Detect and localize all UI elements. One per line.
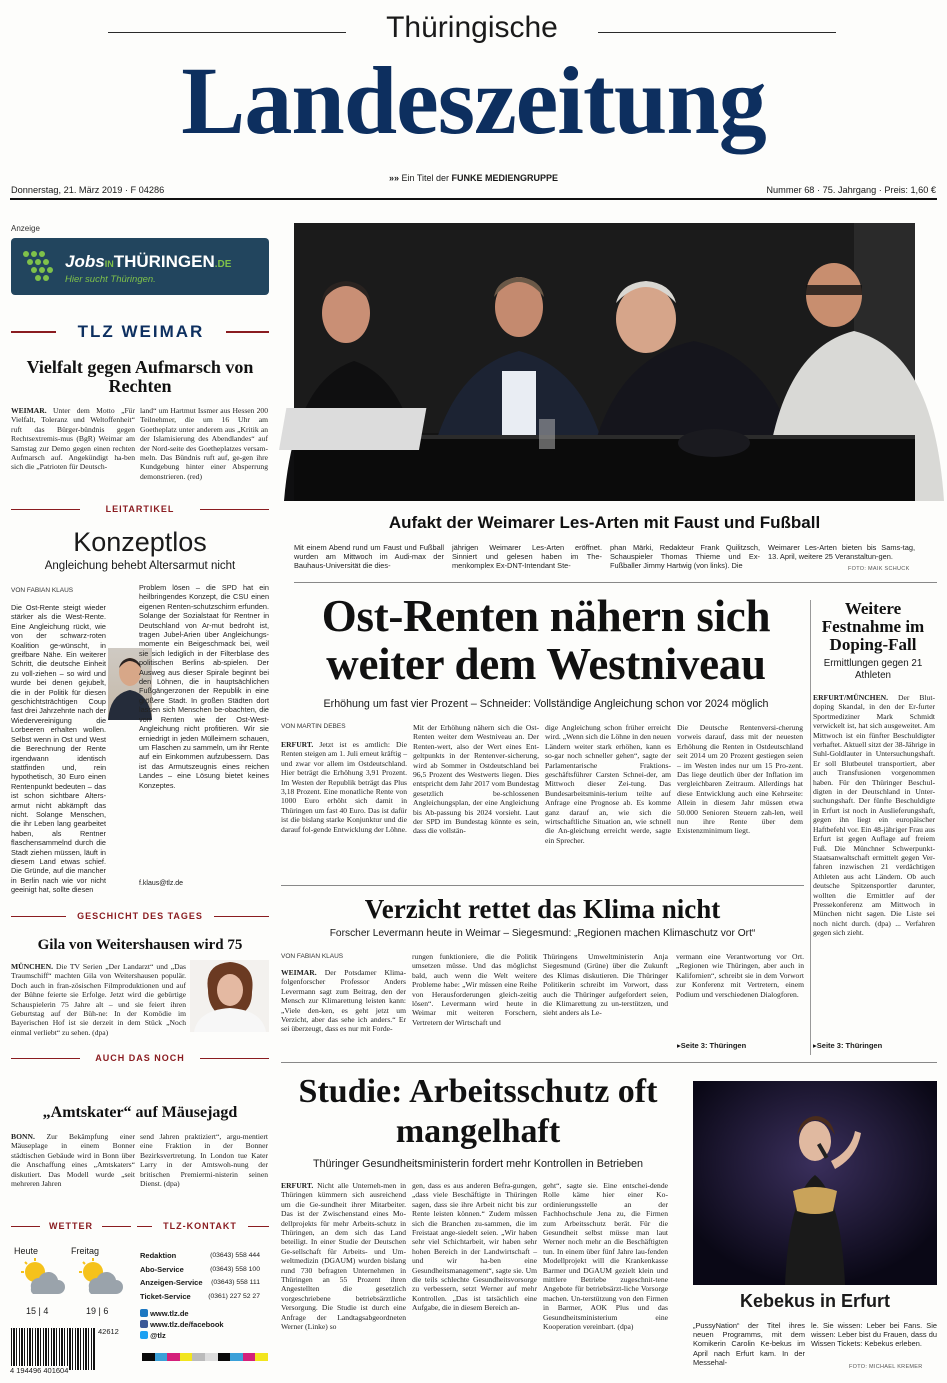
contact-row[interactable]: Redaktion (03643) 558 444 [140,1251,260,1260]
contact-list [140,1249,260,1303]
jobs-in: IN [104,259,114,269]
web-link[interactable]: www.tlz.de [140,1308,224,1319]
klima-col2: rungen funktioniere, die die Politik umsetzen müsse. Und das möglichst bald, auch wenn die Welt weitere Probleme habe: „Wir müssen eine Reihe von Herausforderungen gleich-zeitig lösen“. Levermann wird heute in Weimar mit weiteren Forschern, Vertretern der Wirtschaft und [412,952,537,1027]
birthday-text: MÜNCHEN. Die TV Serien „Der Landarzt“ und „Das Traumschiff“ machten Gila von Weitershausen populär. Doch auch in fran-zösischen Filmproduktionen und auf der Bühne feierte sie Erfolge. Jetzt wird die gebürtige Schauspielerin 75 Jahre alt – und sie feiert ihren Geburtstag auf der Büh-ne: In der Komödie im Bayerischen Hof ist sie derzeit in dem Stück „Noch einmal verliebt“ zu sehen. (dpa) [11,962,186,1037]
kebekus-col2: le. Sie wissen: Leber bei Fans. Sie wissen: Leber bist du Frauen, dass du Wissen Tickets: Kebekus erleben. [811,1321,937,1349]
main-col2: Mit der Erhöhung nähern sich die Ost-Renten weiter dem Westniveau an. Der Renten-wert, also der Wert eines Ent-geltpunkts in der Rentenver-sicherung, wird ab Sommer in Ostdeutschland bei 96,5 Prozent des Westwerts liegen. Dies entspricht dem Jahr 2017 vom Bundestag gesetzlich be-schlossenen Angleichungsplan, der eine Angleichung bis Ab-passung bis 2024 vorsieht. Laut der SPD im Bundestag könnte es sein, dass die vollstän- [413,723,539,836]
masthead-title[interactable]: Landeszeitung [181,47,766,154]
birthday-headline[interactable]: Gila von Weitershausen wird 75 [37,937,243,953]
klima-ref[interactable]: ▸ Seite 3: Thüringen [677,1041,746,1050]
contact-row[interactable]: Abo-Service (03643) 558 100 [140,1264,260,1274]
weather-day1: Heute [14,1246,39,1256]
main-author: VON MARTIN DEBES [281,723,346,730]
barcode-issue: 42612 [98,1327,119,1336]
main-subheadline: Erhöhung um fast vier Prozent – Schneider: Vollständige Angleichung schon vor 2024 möglich [323,698,769,710]
arbeitsschutz-col3: geht“, sagte sie. Eine entschei-dende Rolle käme hier einer Ko-ordinierungsstelle an der Fachhochschule Jena zu, die Firmen zum Arbeitsschutz berät. Für die Gesundheit selbst müsse man laut Werner noch mehr an die Beschäftigten tun. In einem über fünf Jahre lau-fenden Modellprojekt will die Krankenkasse Barmer und DGAUM gezielt klein und mittlere Betriebe zugeschnit-tene Angebote für betriebsärzt-liche Vorsorge machen. Un-terstützung von den Firmen in Barmer, AOK Plus und das Gesundheitsministerium eine Kooperation vereinbart. (dpa) [543,1181,668,1332]
contact-row[interactable]: Anzeigen-Service (03643) 558 111 [140,1278,260,1288]
leitartikel-headline[interactable]: Konzeptlos [73,527,207,557]
sun-cloud-icon-2 [75,1258,125,1298]
arbeitsschutz-col1: ERFURT. Nicht alle Unterneh-men in Thüringen kümmern sich ausreichend um die Ge-sundheit ihrer Mitarbeiter. Das ist der Zwischenstand eines Mo-dellprojekts für mehr Arbeits-schutz in Thüringen, an dem sich das Land beteiligt. In einer Studie der Deutschen Ge-sellschaft für Arbeits- und Um-weltmedizin (DGAUM) wurden bislang rund 730 befragten Unternehmen in Thüringen an 55 Prozent ihren Angestellten die gesetzlich vorgeschriebene betriebsärztliche Versorgung. Die Studie ist durch eine Anfrage der Landtagsabgeordneten Werner (Linke) so [281,1181,406,1332]
masthead-top: Thüringische [386,11,558,44]
klima-author: VON FABIAN KLAUS [281,953,344,960]
jobs-ad[interactable] [11,238,269,295]
jobs-region: THÜRINGEN [113,252,215,271]
leitartikel-col2: Problem lösen – die SPD hat ein heilbringendes Konzept, die CSU einen eigenen Renten-schutzschirm erfunden. Solange der Sozialstaat für Rentner in Deutschland von Ar-mut bedroht ist, tragen Jubel-Arien über Angleichungs-momente ein Beigeschmack bei, weil sie sich lediglich in der Filterblase des politischen Berlins ab-spielen. Der Ausweg aus dieser Spirale beginnt bei den Löhnen, die in hauptsächlichen Fußgängerzonen der Republik in eine größere Stadt. In großen Städten dort lassen sich Menschen be-obachten, die von Renten wie der Ost-West-Angleichung nicht profitieren. Wir sie erniedrigt in jeden Mülleimern schauen, um Flaschen zu sammeln, um ihr Rente auf ein Einkommen aufzubessern. Das ist das Armutszeugnis eines reichen Landes – eine Lösung bietet keines Konzeptes. [139,583,269,790]
web-icon [140,1309,148,1317]
price: Preis: 1,60 € [884,185,936,195]
issue-number: Nummer 68 [766,185,815,195]
jobs-slogan: Hier sucht Thüringen. [65,274,156,285]
section-auch-das-noch: AUCH DAS NOCH [80,1053,200,1063]
local-headline[interactable]: Vielfalt gegen Aufmarsch von Rechten [26,357,254,396]
arbeitsschutz-sub: Thüringer Gesundheitsministerin fordert mehr Kontrollen in Betrieben [312,1158,644,1170]
issue-date: Donnerstag, 21. März 2019 [11,185,123,195]
lead-photo-credit: FOTO: MAIK SCHUCK [848,566,910,572]
auchdas-col2: send Jahren praktiziert“, argu-mentiert eine Fraktion in der Bonner Bezirksvertretung. In London tue Kater Larry in der Amtswoh-nung der britischen Premiermi-nisterin seinen Dienst. (dpa) [140,1132,268,1189]
klima-headline[interactable]: Verzicht rettet das Klima nicht [364,894,721,924]
kebekus-headline[interactable]: Kebekus in Erfurt [739,1291,891,1311]
lead-caption-4: Weimarer Les-Arten bieten bis Sams-tag, 13. April, weitere 25 Veranstaltun-gen. [768,543,915,562]
main-col1: ERFURT. Jetzt ist es amtlich: Die Renten steigen am 1. Juli erneut kräftig – und zwar vor allem im Ostdeutschland. Hier beträgt die Erhöhung 3,91 Prozent. Im Westen der Republik beträgt das Plus 3,18 Prozent. Eine monatliche Rente von 1000 Euro erhöht sich damit in Thüringen um fast 40 Euro. Das ist dafür ist die bislang starke Konjunktur und die darauf fol-gende Entwicklung der Löhne. [281,740,407,834]
social-links [140,1308,224,1341]
twitter-link[interactable]: @tlz [140,1330,224,1341]
doping-text: ERFURT/MÜNCHEN. Der Blut-doping Skandal, in den der Er-furter Sportmediziner Mark Schmidt verwickelt ist, hat sich ausgeweitet. Am Mittwoch ist ein fünfter Beschuldigter verhaftet. Aktuell sitzt der 38-Jährige in Suhl-Goldlauter in Untersuchungshaft. Er soll Blutbeutel transportiert, aber auch Transfusionen vorgenommen haben. Für den Thüringer Beschul-digten in der Deutschland in Unter-suchungshaft. Der fünfte Beschuldigte in Erfurt ist noch in Auslieferungshaft, gegen ihn liegt ein europäischer Haftbefehl vor. Ein 48-jähriger Frau aus Erfurt ist gegen Auflage auf freiem Fuß. Die Münchner Schwerpunkt-Staatsanwaltschaft ermittelt gegen Ver-fahren inzwischen 21 verdächtigen Athleten aus acht Ländern. Ob auch deutsche Spitzensportler darunter, wollten die Ermittler auf der Pressekonferenz am Mittwoch in München nicht sagen. Die Liste sei noch nicht durch. (dpa) ... Verfahren gegen sich zieht. [813,693,935,938]
volume: 75. Jahrgang [822,185,877,195]
klima-col3: Thüringens Umweltministerin Anja Siegesmund (Grüne) über die Zukunft des Klimas diskutieren. Die Thüringer Politikerin schreibt im Vorwort, dass auch die Thüringer aufgefordert seien, die Klimarettung zu un-terstützen, und sieht anders als Le- [543,952,668,1018]
leitartikel-email[interactable]: f.klaus@tlz.de [139,880,184,887]
funke-icon: »» [388,173,399,183]
local-col1: WEIMAR. Unter dem Motto „Für Vielfalt, Toleranz und Weltoffenheit“ ruft das Bürger-bündnis gegen Rechtsextremis-mus (BgR) Weimar am Samstag zur Demo gegen einen rechten Aufmarsch auf. Angekündigt ha-ben sich die „Patrioten für Deutsch- [11,406,135,472]
klima-sub: Forscher Levermann heute in Weimar – Siegesmund: „Regionen machen Klimaschutz vor Ort“ [329,928,756,939]
main-col4: Die Deutsche Rentenversi-cherung vorweis darauf, dass mit der neuesten Erhöhung die Renten in Ostdeutschland seit 2014 um 20 Prozent gestiegen seien – im Westen indes nur um 15 Pro-zent. Das liege deutlich über der Inflation im vergleichbaren Zeitraum. Allerdings hat diese Entwicklung auch eine Kehrseite: Allein in diesem Jahr müssen etwa 50.000 Senioren Steuern zah-len, weil nun ihre Rente über dem Existenzminimum liegt. [677,723,803,836]
kebekus-col1: „PussyNation“ der Titel ihres neuen Programms, mit dem Komikerin Carolin Ke-bekus im April nach Erfurt kam. In der Messehal- [693,1321,805,1367]
publisher-name: FUNKE MEDIENGRUPPE [451,173,559,183]
leitartikel-author: VON FABIAN KLAUS [11,587,74,594]
section-leitartikel: LEITARTIKEL [80,504,200,514]
sun-cloud-icon [17,1258,67,1298]
auchdas-headline[interactable]: „Amtskater“ auf Mäusejagd [42,1104,238,1121]
contact-row[interactable]: Ticket-Service (0361) 227 52 27 [140,1291,260,1301]
kebekus-photo[interactable] [693,1081,937,1285]
doping-sub: Ermittlungen gegen 21 Athleten [823,658,923,681]
jobs-brand [65,252,231,272]
leitartikel-col1: Die Ost-Rente steigt wieder stärker als die West-Rente. Eine Angleichung rückt, wie von der schwarz-roten Koalition ge-wünscht, in greifbare Nähe. Ein weiterer Schritt, die deutsche Einheit zu voll-ziehen – so wird und wurde bei denen gejubelt, die in der Politik für diesen geschichtsträchtigen Coup fast drei Jahrzehnte nach der Wiedervereinigung die Lorbeeren erhalten wollen. Selbst wenn in Ost und West die Berechnung der Rente irgendwann identisch stattfinden und, rein hypothetisch, 30 Euro einen Rentenpunkt bedeuten – das ist schon sichtbare Alters-armut nicht abkämpft das nicht. Solange Menschen, die ihr Leben lang gearbeitet haben, als Rentner flaschensammelnd durch die Stadt ziehen müssen, läuft in diesem Land etwas schief. Die Gründe, auf die mancher in Berlin nach wie vor nicht geeinigt hat, sollte diesen [11,603,106,895]
publisher-prefix: Ein Titel der [401,173,450,183]
weather-temp2: 19 | 6 [86,1306,109,1316]
lead-caption-2: jährigen Weimarer Les-Arten eröffnet. Sinniert und gelesen haben im The-menkomplex Ex-DNT-Intendant Ste- [452,543,602,571]
publisher-line [300,173,647,183]
lesarten-photo[interactable] [294,223,915,501]
arbeitsschutz-col2: gen, dass es aus anderen Befra-gungen, „dass viele Beschäftigte in Thüringen sagen, dass sie ihre Arbeit nicht bis zur Rente leisten können.“ Zudem müssen sich die Branchen zu-sammen, die im Freistaat ange-siedelt seien. „Wir haben sehr viel Schichtarbeit, wir haben sehr hohen Bereich in der Landwirtschaft – und wir ha-ben eine Gesundheitsmanagement“, sagte sie. Um die teils schlechte Gesundheitsvorsorge zu verbessern, setzt Werner auf mehr Kontrollen. „Das ist tatsächlich eine Aufgabe, die in diesem Bereich an- [412,1181,537,1313]
doping-ref[interactable]: ▸ Seite 3: Thüringen [813,1041,882,1050]
color-bar [142,1353,268,1361]
twitter-icon [140,1331,148,1339]
weather-day2: Freitag [71,1246,100,1256]
lead-caption-1: Mit einem Abend rund um Faust und Fußball wurden am Mittwoch im Audi-max der Bauhaus-Universität die dies- [294,543,444,571]
ad-label: Anzeige [11,224,40,233]
dateline-right: Nummer 68 · 75. Jahrgang · Preis: 1,60 € [766,185,936,195]
lead-caption-title[interactable]: Aufakt der Weimarer Les-Arten mit Faust und Fußball [388,513,821,532]
issue-code: F 04286 [130,185,165,195]
weather-temp1: 15 | 4 [26,1306,49,1316]
section-wetter: WETTER [40,1221,102,1231]
dateline-left: Donnerstag, 21. März 2019 · F 04286 [11,185,165,195]
lead-caption-3: phan Märki, Redakteur Frank Quilitzsch, Schauspieler Thomas Thieme und Ex-Fußballer Jimmy Hartwig (von links). Die [610,543,760,571]
facebook-link[interactable]: www.tlz.de/facebook [140,1319,224,1330]
section-tlz-kontakt: TLZ-KONTAKT [152,1221,248,1231]
jobs-tld: .DE [214,259,232,270]
dots-logo-icon [21,248,63,284]
arbeitsschutz-headline[interactable]: Studie: Arbeitsschutz oft mangelhaft [298,1073,658,1150]
section-tlz-weimar[interactable]: TLZ WEIMAR [56,322,226,342]
facebook-icon [140,1320,148,1328]
auchdas-col1: BONN. Zur Bekämpfung einer Mäuseplage in einem Bonner städtischen Gebäude wird in Bonn über die Anschaffung eines „Amtskaters“ diskutiert. Das Modell wurde „seit mehreren Jahren [11,1132,135,1189]
kebekus-photo-credit: FOTO: MICHAEL KREMER [849,1364,923,1370]
main-headline[interactable]: Ost-Renten nähern sich weiter dem Westniveau [321,591,771,689]
klima-col1: WEIMAR. Der Potsdamer Klima-folgenforscher Professor Anders Levermann sagt zum Beitrag, den der Mensch zur Klimarettung leisten kann: „Viele den-ken, es geht jetzt um Verzicht, aber das sehe ich anders.“ Er sei überzeugt, dass es nur mit Forde- [281,968,406,1034]
barcode-digits: 4 194496 401604 [10,1366,69,1375]
barcode [11,1328,95,1370]
section-geschicht-des-tages: GESCHICHT DES TAGES [66,911,214,921]
weitershausen-photo [190,960,269,1032]
local-col2: land“ um Hartmut Issmer aus Hessen 200 Teilnehmer, die um 16 Uhr am Goetheplatz unter anderem aus „Kritik an der Islamisierung des Abendlandes“ auf der Nord-seite des Goetheplatzes versam-meln. Das Bündnis ruft auf, ge-gen ihre Kundgebung hinter einer Absperrung demonstrieren. (red) [140,406,268,481]
jobs-word: Jobs [65,252,105,271]
leitartikel-sub: Angleichung behebt Altersarmut nicht [44,560,236,572]
main-col3: dige Angleichung schon früher erreicht wird. „Wenn sich die Löhne in den neuen Ländern weiter stark erhöhen, kann es so-gar noch schneller gehen“, sagte der Parlamentarische Fraktions-geschäftsführer Carsten Schnei-der, am Mittwoch dieser Zei-tung. Das Bundesarbeitsminis-terium teilte auf Anfrage eine Prognose ab. Es komme ganz darauf an, wie sich die wirtschaftliche Situation an, wie schnell die An-gleichung erreicht werde, sagte ein Sprecher. [545,723,671,845]
doping-headline[interactable]: Weitere Festnahme im Doping-Fall [821,599,925,654]
klima-col4: vermann eine Verantwortung vor Ort. „Regionen wie Thüringen, aber auch in Kalifornien“, schreibt sie in dem Vorwort zur Konferenz mit Vertretern, einem Podium und verschiedenen Dialogforen. [676,952,804,999]
